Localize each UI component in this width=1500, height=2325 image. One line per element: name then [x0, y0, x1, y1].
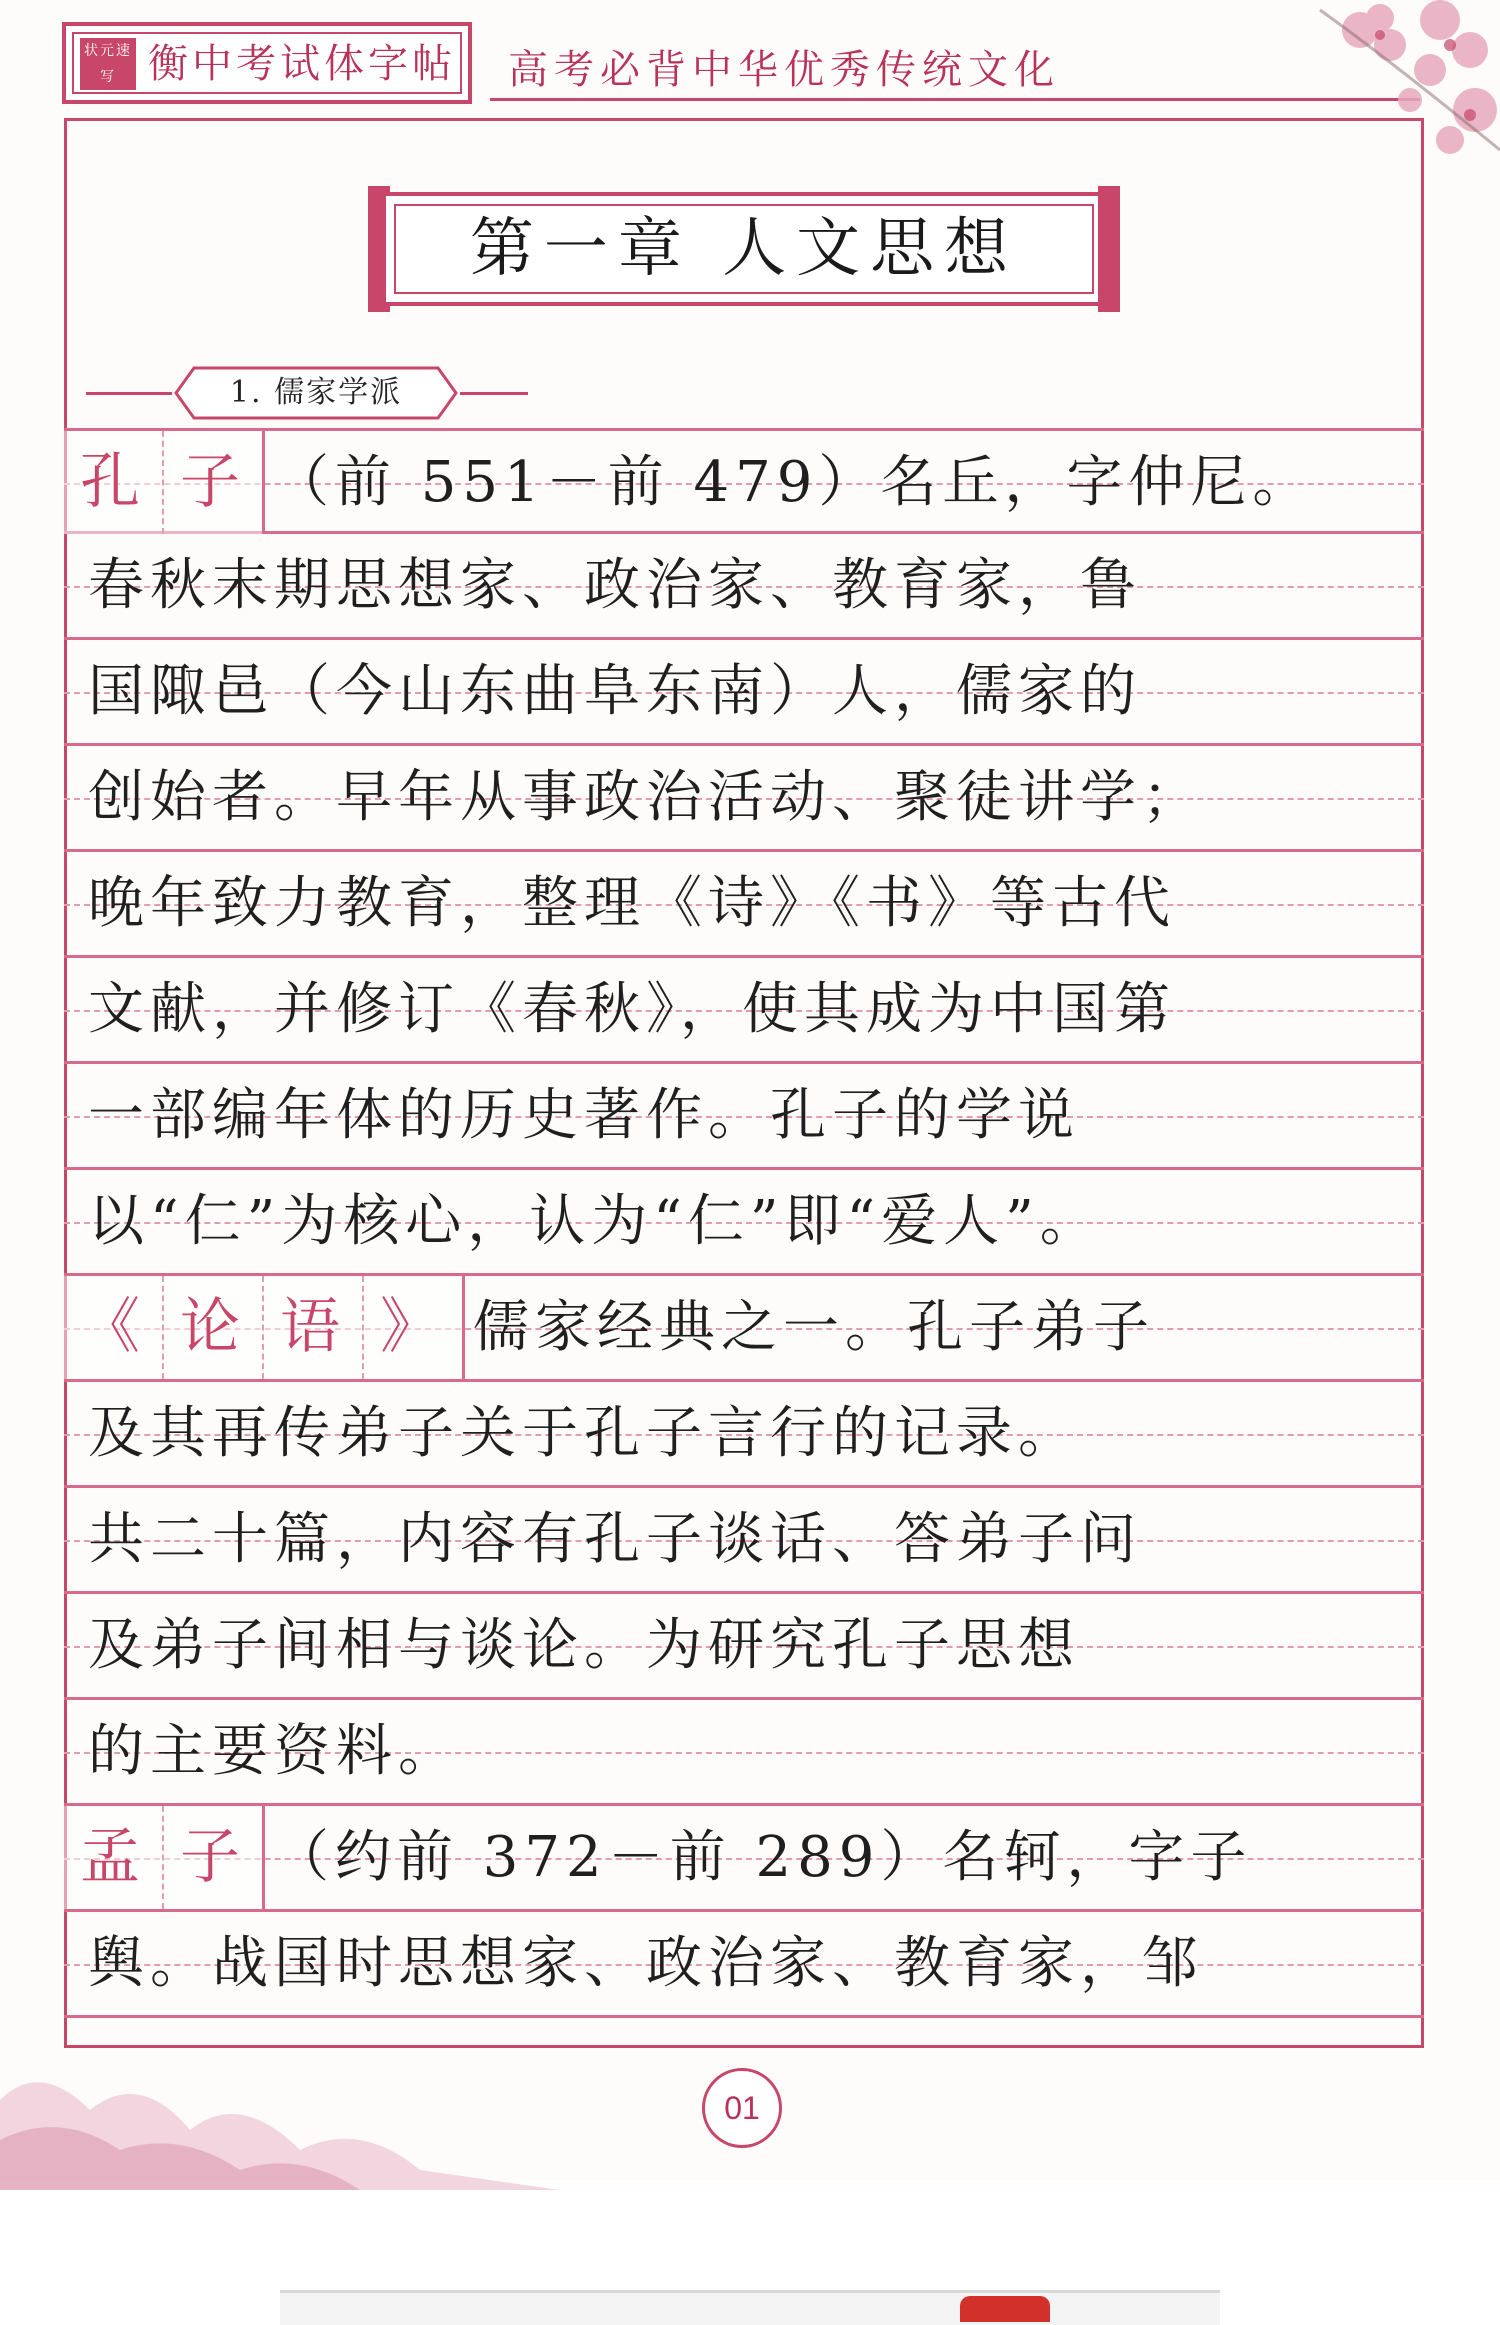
line-content: 以“仁”为核心，认为“仁”即“爱人”。	[88, 1189, 1102, 1254]
next-page-stamp	[960, 2296, 1050, 2322]
grid-row	[64, 1382, 1424, 1488]
chapter-banner	[368, 192, 1120, 306]
grid-row	[64, 1912, 1424, 2018]
line-content: 的主要资料。	[88, 1719, 460, 1784]
grid-row	[64, 640, 1424, 746]
text-line	[88, 1064, 1404, 1167]
line-content: 及弟子间相与谈论。为研究孔子思想	[88, 1613, 1080, 1678]
line-content: 创始者。早年从事政治活动、聚徒讲学；	[88, 765, 1204, 830]
text-line	[88, 1912, 1404, 2015]
text-line	[88, 746, 1404, 849]
line-content: （前 551－前 479）名丘，字仲尼。	[273, 450, 1315, 515]
text-line	[88, 640, 1404, 743]
grid-row	[64, 852, 1424, 958]
term-char: 语	[262, 1276, 362, 1379]
grid-row	[64, 1594, 1424, 1700]
brand-box	[62, 22, 472, 104]
grid-row	[64, 1170, 1424, 1276]
grid-row	[64, 1276, 1424, 1382]
text-line	[88, 1382, 1404, 1485]
grid-row	[64, 428, 1424, 534]
section-tag	[172, 364, 460, 422]
page-number: 01	[702, 2068, 782, 2148]
line-content: 及其再传弟子关于孔子言行的记录。	[88, 1401, 1080, 1466]
line-content: 一部编年体的历史著作。孔子的学说	[88, 1083, 1080, 1148]
grid-row	[64, 1700, 1424, 1806]
text-line	[88, 958, 1404, 1061]
line-content: 儒家经典之一。孔子弟子	[473, 1295, 1155, 1360]
text-line	[88, 1594, 1404, 1697]
header-rule	[490, 98, 1420, 101]
writing-grid	[64, 428, 1424, 2018]
term-char: 《	[80, 1292, 146, 1362]
line-content: 晚年致力教育，整理《诗》《书》等古代	[88, 871, 1176, 936]
term-char: 孔	[80, 447, 146, 517]
line-content: 文献，并修订《春秋》，使其成为中国第	[88, 977, 1176, 1042]
next-page-edge	[280, 2290, 1220, 2325]
grid-row	[64, 1806, 1424, 1912]
text-line	[80, 431, 1404, 534]
grid-row	[64, 534, 1424, 640]
line-content: 共二十篇，内容有孔子谈话、答弟子问	[88, 1507, 1142, 1572]
series-title: 高考必背中华优秀传统文化	[508, 47, 1060, 93]
text-line	[80, 1276, 1404, 1379]
line-content: 舆。战国时思想家、政治家、教育家，邹	[88, 1931, 1204, 1996]
text-line	[88, 1488, 1404, 1591]
line-content: 春秋末期思想家、政治家、教育家，鲁	[88, 553, 1142, 618]
line-content: （约前 372－前 289）名轲，字子	[273, 1825, 1253, 1890]
text-line	[88, 852, 1404, 955]
section-rule-right	[460, 392, 528, 395]
entry-term	[64, 1276, 465, 1379]
entry-term	[64, 1806, 265, 1909]
term-char: 子	[162, 431, 262, 534]
brand-seal: 状元速写	[80, 38, 136, 90]
grid-row	[64, 1064, 1424, 1170]
section-rule-left	[86, 392, 172, 395]
term-char: 孟	[80, 1822, 146, 1892]
line-content: 国陬邑（今山东曲阜东南）人，儒家的	[88, 659, 1142, 724]
grid-row	[64, 746, 1424, 852]
grid-row	[64, 1488, 1424, 1594]
text-line	[80, 1806, 1404, 1909]
brand-title: 衡中考试体字帖	[148, 41, 456, 87]
mountain-decoration	[0, 2040, 560, 2190]
entry-term	[64, 431, 265, 534]
section-label: 1. 儒家学派	[229, 375, 403, 410]
term-char: 子	[162, 1806, 262, 1909]
term-char: 论	[162, 1276, 262, 1379]
text-line	[88, 1700, 1404, 1803]
term-char: 》	[362, 1276, 462, 1379]
chapter-title: 第一章 人文思想	[469, 212, 1019, 286]
text-line	[88, 1170, 1404, 1273]
text-line	[88, 534, 1404, 637]
grid-row	[64, 958, 1424, 1064]
